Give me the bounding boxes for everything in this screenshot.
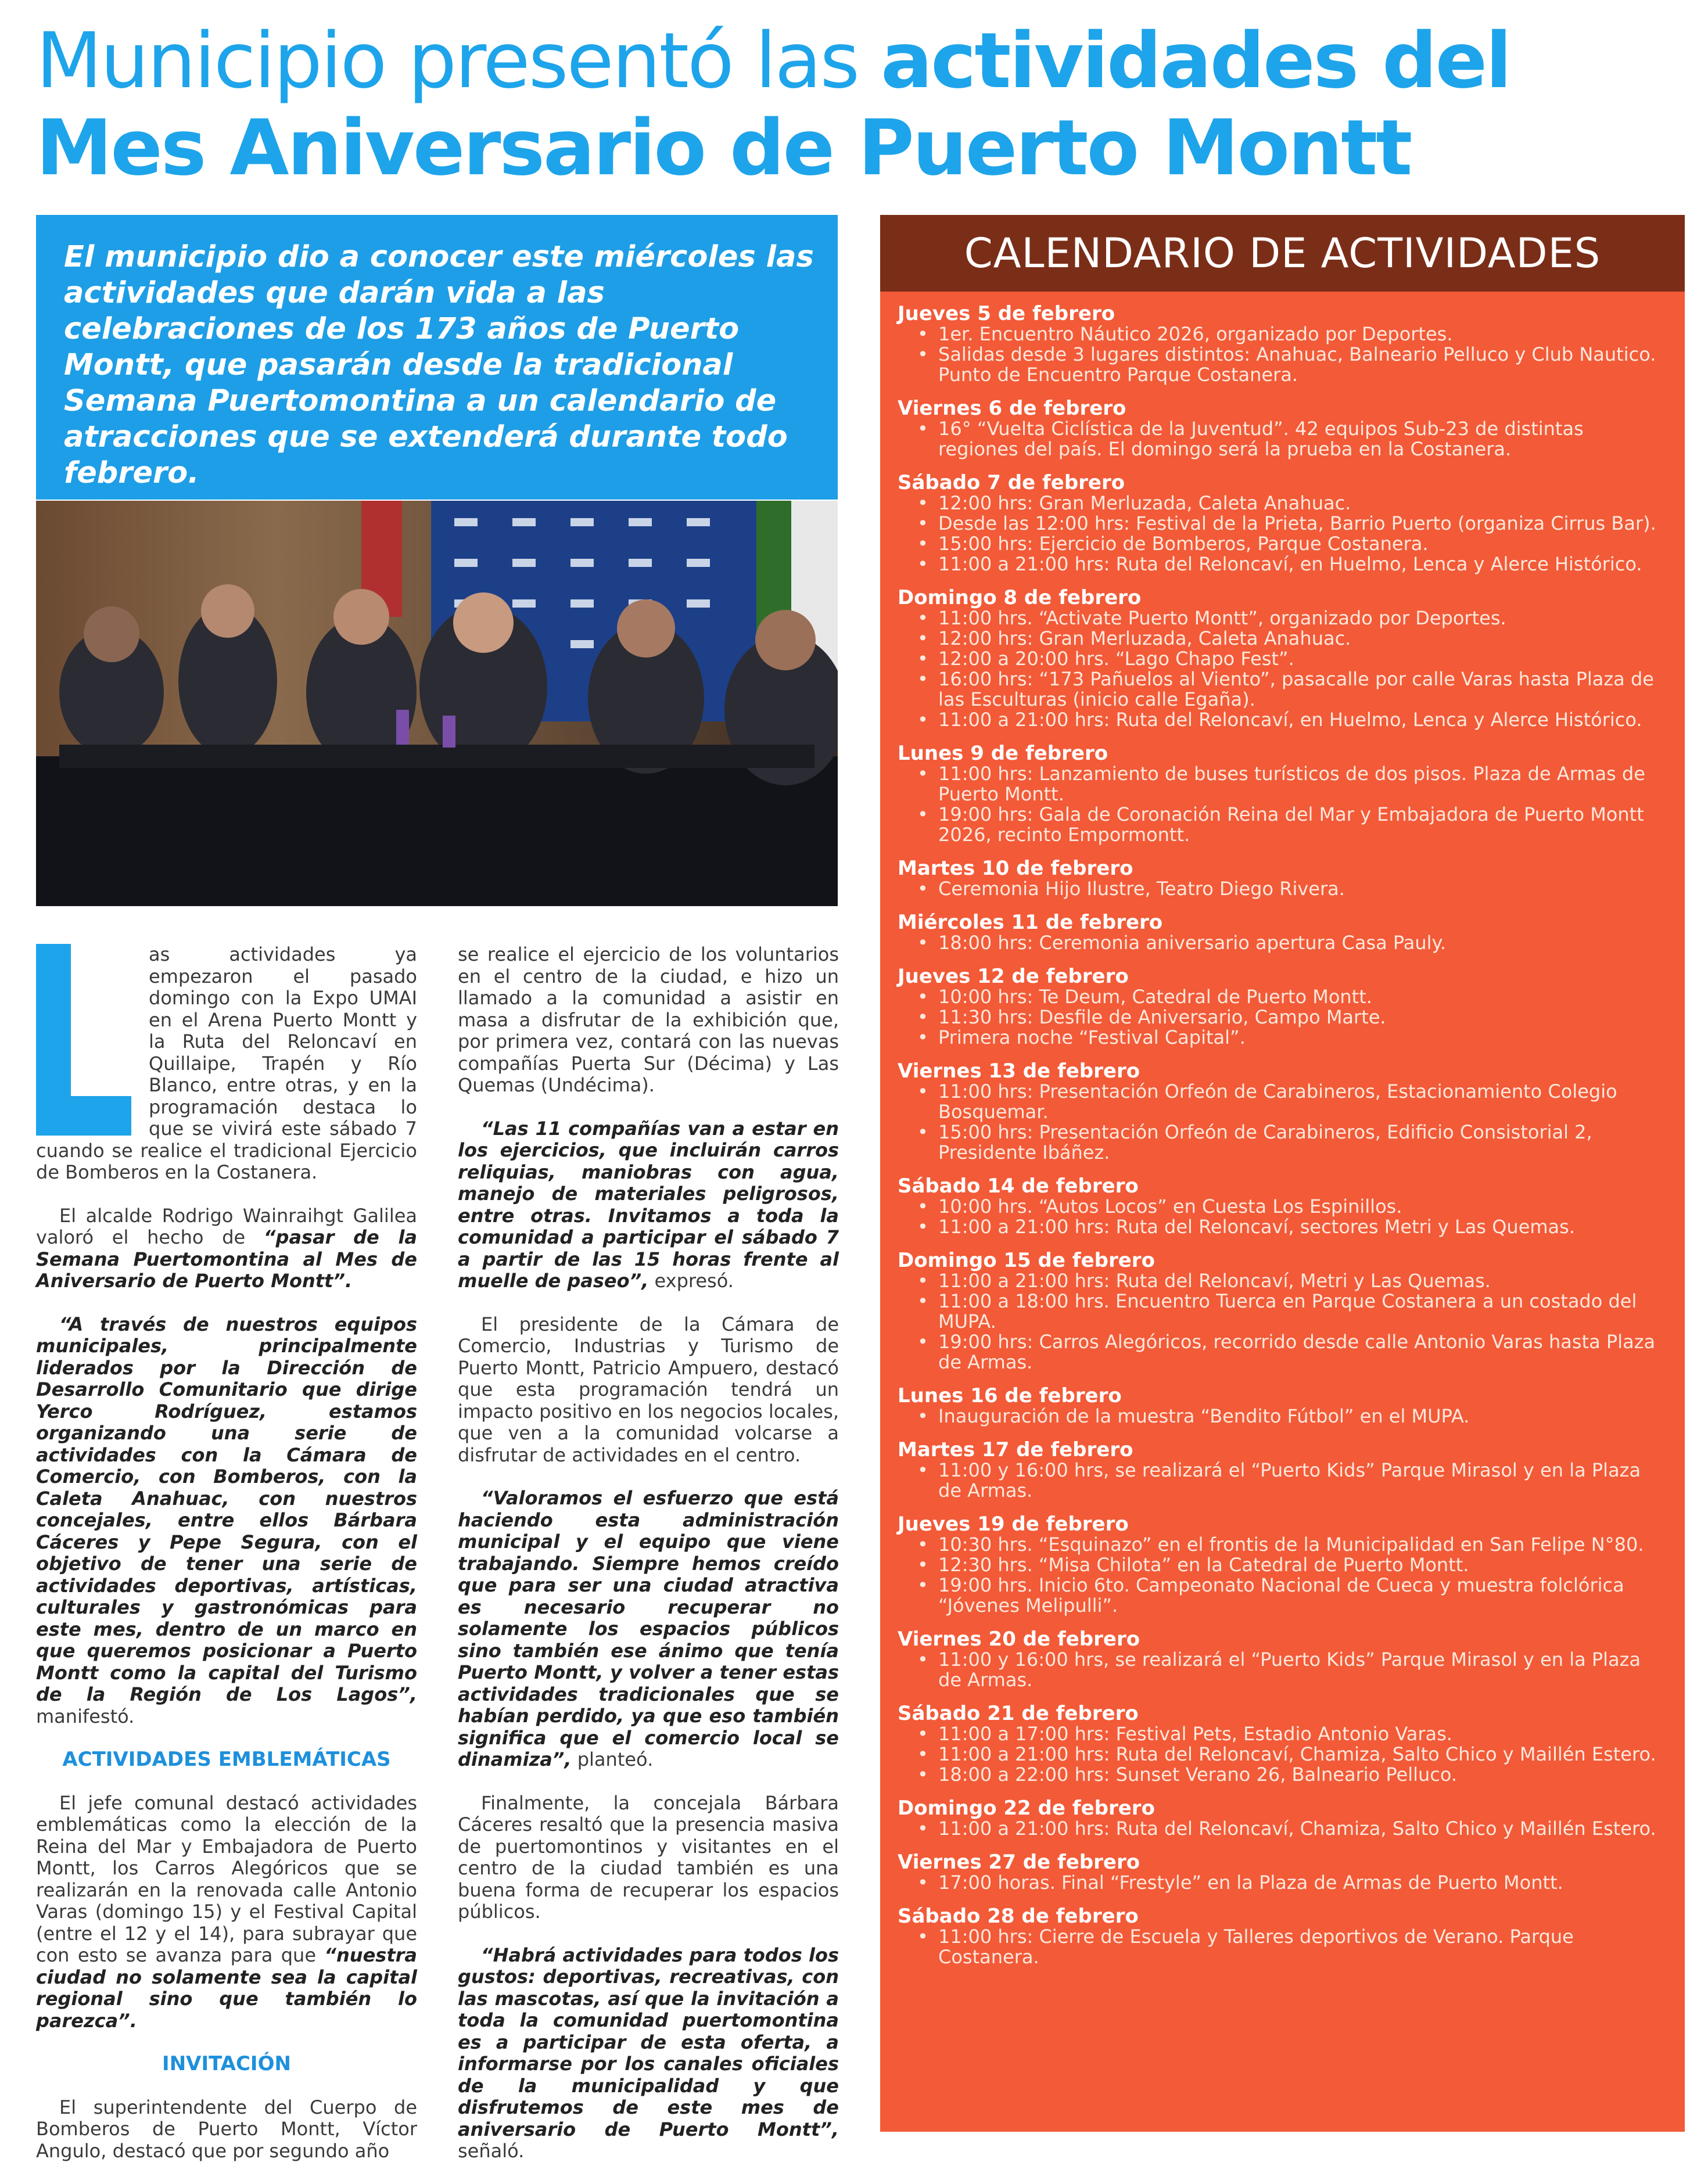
calendar-panel — [880, 215, 1685, 2132]
calendar-day-items — [898, 608, 1667, 730]
calendar-day — [898, 1629, 1667, 1690]
headline — [36, 17, 1686, 192]
calendar-day-items — [898, 1271, 1667, 1373]
calendar-day-title: Viernes 13 de febrero — [898, 1059, 1140, 1083]
headline-part1: Municipio presentó las — [36, 16, 881, 106]
calendar-day-items — [898, 1460, 1667, 1501]
calendar-item: • 11:00 a 21:00 hrs: Ruta del Reloncaví, Chamiza, Salto Chico y Maillén Estero. — [938, 1744, 1667, 1765]
calendar-item: • Salidas desde 3 lugares distintos: Anahuac, Balneario Pelluco y Club Nautico. Punto de Encuentro Parque Costanera. — [938, 344, 1667, 385]
paragraph-text: as actividades ya empezaron el pasado domingo con la Expo UMAI en el Arena Puerto Montt y la Ruta del Reloncaví en Quillaipe, Trapén y Río Blanco, entre otras, y en la programación destaca lo que se vivirá este sábado 7 cuando se realice el tradicional Ejercicio de Bomberos en la Costanera. — [36, 943, 417, 1183]
calendar-item: • 11:00 a 21:00 hrs: Ruta del Reloncaví, en Huelmo, Lenca y Alerce Histórico. — [938, 554, 1667, 574]
paragraph-text: El jefe comunal destacó actividades emblemáticas como la elección de la Reina del Mar y Embajadora de Puerto Montt, los Carros Alegóricos que se realizarán en la renovada calle Antonio Varas (domingo 15) y el Festival Capital (entre el 12 y el 14), para subrayar que con esto se avanza para que — [36, 1791, 417, 1966]
dropcap-letter — [36, 944, 131, 1136]
calendar-day — [898, 1250, 1667, 1373]
paragraph-text: El alcalde Rodrigo Wainraihgt Galilea valoró el hecho de — [36, 1204, 417, 1248]
press-conference-photo — [36, 501, 838, 906]
calendar-day-items — [898, 879, 1667, 899]
calendar-day-title: Jueves 12 de febrero — [898, 965, 1129, 988]
quote-text: “Las 11 compañías van a estar en los ejercicios, que incluirán carros reliquias, maniobras con agua, manejo de materiales peligrosos, entre otras. Invitamos a toda la comunidad a participar el sábado 7 a partir de las 15 horas frente al muelle de paseo”, — [458, 1117, 839, 1292]
photo-illustration — [36, 501, 838, 906]
calendar-item: • 11:00 hrs: Lanzamiento de buses turísticos de dos pisos. Plaza de Armas de Puerto Montt. — [938, 764, 1667, 804]
calendar-day — [898, 1906, 1667, 1967]
headline-part3: Mes Aniversario de Puerto Montt — [36, 103, 1411, 193]
calendar-day-title: Viernes 27 de febrero — [898, 1851, 1140, 1874]
calendar-day — [898, 912, 1667, 953]
calendar-item: • 11:00 a 17:00 hrs: Festival Pets, Estadio Antonio Varas. — [938, 1724, 1667, 1744]
calendar-item: • 12:00 a 20:00 hrs. “Lago Chapo Fest”. — [938, 649, 1667, 669]
article-paragraph — [458, 1118, 839, 1292]
calendar-item: • Inauguración de la muestra “Bendito Fútbol” en el MUPA. — [938, 1406, 1667, 1427]
calendar-item: • 11:00 a 21:00 hrs: Ruta del Reloncaví, Chamiza, Salto Chico y Maillén Estero. — [938, 1819, 1667, 1839]
calendar-list — [880, 292, 1685, 1967]
calendar-day-title: Domingo 8 de febrero — [898, 586, 1142, 609]
calendar-day-title: Martes 10 de febrero — [898, 857, 1133, 880]
calendar-item: • 19:00 hrs: Carros Alegóricos, recorrido desde calle Antonio Varas hasta Plaza de Armas. — [938, 1332, 1667, 1373]
calendar-day — [898, 1852, 1667, 1893]
calendar-item: • 12:30 hrs. “Misa Chilota” en la Catedral de Puerto Montt. — [938, 1555, 1667, 1575]
calendar-day-items — [898, 419, 1667, 459]
quote-text: “Valoramos el esfuerzo que está haciendo esta administración municipal y el equipo que viene trabajando. Siempre hemos creído que para ser una ciudad atractiva es necesario recuperar no solamente los espacios públicos sino también ese ánimo que tenía Puerto Montt, y volver a tener estas actividades tradicionales que se habían perdido, ya que eso también significa que el comercio local se dinamiza”, — [458, 1487, 839, 1770]
article-column-2 — [458, 944, 839, 2184]
calendar-day — [898, 398, 1667, 459]
lead-text: El municipio dio a conocer este miércoles las actividades que darán vida a las celebraciones de los 173 años de Puerto Montt, que pasarán desde la tradicional Semana Puertomontina a un calendario de atracciones que se extenderá durante todo febrero. — [64, 240, 814, 490]
calendar-item: • 11:00 hrs: Cierre de Escuela y Talleres deportivos de Verano. Parque Costanera. — [938, 1927, 1667, 1967]
calendar-day-title: Sábado 21 de febrero — [898, 1702, 1139, 1725]
lead-box — [36, 215, 838, 500]
calendar-day-title: Miércoles 11 de febrero — [898, 911, 1163, 934]
calendar-day — [898, 472, 1667, 574]
calendar-title: CALENDARIO DE ACTIVIDADES — [880, 215, 1685, 292]
calendar-day-items — [898, 493, 1667, 574]
article-paragraph: El superintendente del Cuerpo de Bomberos de Puerto Montt, Víctor Angulo, destacó que por segundo año — [36, 2096, 417, 2162]
calendar-day — [898, 1061, 1667, 1163]
calendar-day — [898, 743, 1667, 845]
calendar-item: • 15:00 hrs: Ejercicio de Bomberos, Parque Costanera. — [938, 534, 1667, 554]
calendar-item: • 10:30 hrs. “Esquinazo” en el frontis de la Municipalidad en San Felipe N°80. — [938, 1535, 1667, 1555]
calendar-day — [898, 1703, 1667, 1785]
calendar-item: • 11:00 hrs. “Activate Puerto Montt”, organizado por Deportes. — [938, 608, 1667, 628]
article-paragraph: El presidente de la Cámara de Comercio, Industrias y Turismo de Puerto Montt, Patricio Ampuero, destacó que esta programación tendrá un impacto positivo en los negocios locales, que ven a la comunidad volcarse a disfrutar de actividades en el centro. — [458, 1313, 839, 1466]
calendar-day-items — [898, 987, 1667, 1048]
paragraph-text: planteó. — [571, 1748, 654, 1770]
calendar-day-title: Domingo 22 de febrero — [898, 1797, 1155, 1820]
calendar-item: • 18:00 a 22:00 hrs: Sunset Verano 26, Balneario Pelluco. — [938, 1765, 1667, 1785]
article-paragraph: se realice el ejercicio de los voluntarios en el centro de la ciudad, e hizo un llamado a la comunidad a asistir en masa a disfrutar de la exhibición que, por primera vez, contará con las nuevas compañías Puerta Sur (Décima) y Las Quemas (Undécima). — [458, 943, 839, 1096]
calendar-day-items — [898, 1082, 1667, 1163]
section-heading-emblematicas: ACTIVIDADES EMBLEMÁTICAS — [62, 1748, 391, 1771]
quote-text: “Habrá actividades para todos los gustos: deportivas, recreativas, con las mascotas, así que la invitación a toda la comunidad puertomontina es a participar de esta oferta, a informarse por los canales oficiales de la municipalidad y que disfrutemos de este mes de aniversario de Puerto Montt”, — [458, 1944, 839, 2140]
paragraph-text: señaló. — [458, 2140, 525, 2162]
article-paragraph — [458, 1488, 839, 1771]
calendar-item: • 11:00 hrs: Presentación Orfeón de Carabineros, Estacionamiento Colegio Bosquemar. — [938, 1082, 1667, 1122]
article-paragraph — [36, 944, 417, 1184]
calendar-item: • Primera noche “Festival Capital”. — [938, 1028, 1667, 1048]
calendar-item: • 16:00 hrs: “173 Pañuelos al Viento”, pasacalle por calle Varas hasta Plaza de las Esculturas (inicio calle Egaña). — [938, 669, 1667, 710]
calendar-day-items — [898, 1819, 1667, 1839]
calendar-day — [898, 1798, 1667, 1839]
calendar-day-title: Jueves 19 de febrero — [898, 1513, 1129, 1536]
calendar-day — [898, 858, 1667, 899]
article-column-1 — [36, 944, 417, 2183]
quote-text: “nuestra ciudad no solamente sea la capital regional sino que también lo parezca”. — [36, 1944, 417, 2032]
calendar-item: • 15:00 hrs: Presentación Orfeón de Carabineros, Edificio Consistorial 2, Presidente Ibáñez. — [938, 1122, 1667, 1163]
calendar-day-items — [898, 1406, 1667, 1427]
calendar-item: • Ceremonia Hijo Ilustre, Teatro Diego Rivera. — [938, 879, 1667, 899]
calendar-day-title: Lunes 16 de febrero — [898, 1384, 1122, 1407]
calendar-day-title: Martes 17 de febrero — [898, 1438, 1133, 1461]
calendar-day-items — [898, 1927, 1667, 1967]
article-paragraph — [36, 1205, 417, 1292]
calendar-item: • 18:00 hrs: Ceremonia aniversario apertura Casa Pauly. — [938, 933, 1667, 953]
calendar-item: • 10:00 hrs: Te Deum, Catedral de Puerto Montt. — [938, 987, 1667, 1007]
calendar-day — [898, 1514, 1667, 1616]
calendar-day-title: Sábado 14 de febrero — [898, 1174, 1139, 1198]
calendar-day-title: Sábado 28 de febrero — [898, 1905, 1139, 1928]
calendar-item: • 12:00 hrs: Gran Merluzada, Caleta Anahuac. — [938, 628, 1667, 649]
calendar-item: • 11:00 y 16:00 hrs, se realizará el “Puerto Kids” Parque Mirasol y en la Plaza de Armas. — [938, 1650, 1667, 1690]
quote-text: “A través de nuestros equipos municipales, principalmente liderados por la Dirección de Desarrollo Comunitario que dirige Yerco Rodríguez, estamos organizando una serie de actividades con la Cámara de Comercio, con Bomberos, con la Caleta Anahuac, con nuestros concejales, entre ellos Bárbara Cáceres y Pepe Segura, con el objetivo de tener una serie de actividades deportivas, artísticas, culturales y gastronómicas para este mes, dentro de un marco en que queremos posicionar a Puerto Montt como la capital del Turismo de la Región de Los Lagos”, — [36, 1313, 417, 1705]
article-paragraph — [36, 1793, 417, 2032]
calendar-day-title: Viernes 6 de febrero — [898, 397, 1126, 420]
calendar-item: • 12:00 hrs: Gran Merluzada, Caleta Anahuac. — [938, 493, 1667, 513]
article-paragraph: Finalmente, la concejala Bárbara Cáceres resaltó que la presencia masiva de puertomontinos y visitantes en el centro de la ciudad también es una buena forma de recuperar los espacios públicos. — [458, 1791, 839, 1923]
calendar-item: • 1er. Encuentro Náutico 2026, organizado por Deportes. — [938, 324, 1667, 344]
headline-part2: actividades del — [881, 16, 1510, 106]
calendar-day — [898, 587, 1667, 730]
calendar-day-title: Domingo 15 de febrero — [898, 1249, 1155, 1272]
calendar-item: • 11:00 a 18:00 hrs. Encuentro Tuerca en Parque Costanera a un costado del MUPA. — [938, 1291, 1667, 1332]
calendar-day-items — [898, 1197, 1667, 1237]
calendar-day-items — [898, 1724, 1667, 1785]
calendar-day — [898, 303, 1667, 385]
calendar-item: • 11:00 a 21:00 hrs: Ruta del Reloncaví, Metri y Las Quemas. — [938, 1271, 1667, 1291]
calendar-item: • 11:30 hrs: Desfile de Aniversario, Campo Marte. — [938, 1007, 1667, 1028]
calendar-item: • 11:00 a 21:00 hrs: Ruta del Reloncaví, sectores Metri y Las Quemas. — [938, 1217, 1667, 1237]
calendar-day-title: Viernes 20 de febrero — [898, 1628, 1140, 1651]
calendar-item: • 10:00 hrs. “Autos Locos” en Cuesta Los Espinillos. — [938, 1197, 1667, 1217]
calendar-day-items — [898, 1873, 1667, 1893]
calendar-day-items — [898, 1535, 1667, 1616]
calendar-day-items — [898, 933, 1667, 953]
calendar-day-items — [898, 1650, 1667, 1690]
calendar-item: • 19:00 hrs: Gala de Coronación Reina del Mar y Embajadora de Puerto Montt 2026, recinto Empormontt. — [938, 804, 1667, 845]
calendar-item: • 17:00 horas. Final “Frestyle” en la Plaza de Armas de Puerto Montt. — [938, 1873, 1667, 1893]
article-paragraph — [36, 1314, 417, 1728]
calendar-day-title: Sábado 7 de febrero — [898, 471, 1125, 494]
calendar-item: • 19:00 hrs. Inicio 6to. Campeonato Nacional de Cueca y muestra folclórica “Jóvenes Melipulli”. — [938, 1575, 1667, 1616]
calendar-day — [898, 1176, 1667, 1237]
quote-text: “pasar de la Semana Puertomontina al Mes de Aniversario de Puerto Montt”. — [36, 1226, 417, 1292]
calendar-day — [898, 966, 1667, 1048]
calendar-day — [898, 1439, 1667, 1501]
calendar-day-items — [898, 324, 1667, 385]
paragraph-text: manifestó. — [36, 1705, 135, 1727]
calendar-item: • Desde las 12:00 hrs: Festival de la Prieta, Barrio Puerto (organiza Cirrus Bar). — [938, 513, 1667, 534]
calendar-item: • 11:00 a 21:00 hrs: Ruta del Reloncaví, en Huelmo, Lenca y Alerce Histórico. — [938, 710, 1667, 730]
calendar-item: • 16° “Vuelta Ciclística de la Juventud”. 42 equipos Sub-23 de distintas regiones del país. El domingo será la prueba en la Costanera. — [938, 419, 1667, 459]
section-heading-invitacion: INVITACIÓN — [162, 2052, 291, 2075]
calendar-day-title: Lunes 9 de febrero — [898, 742, 1108, 765]
calendar-item: • 11:00 y 16:00 hrs, se realizará el “Puerto Kids” Parque Mirasol y en la Plaza de Armas. — [938, 1460, 1667, 1501]
article-paragraph — [458, 1945, 839, 2163]
calendar-day-title: Jueves 5 de febrero — [898, 302, 1115, 325]
paragraph-text: expresó. — [648, 1270, 734, 1292]
calendar-day-items — [898, 764, 1667, 845]
calendar-day — [898, 1385, 1667, 1427]
